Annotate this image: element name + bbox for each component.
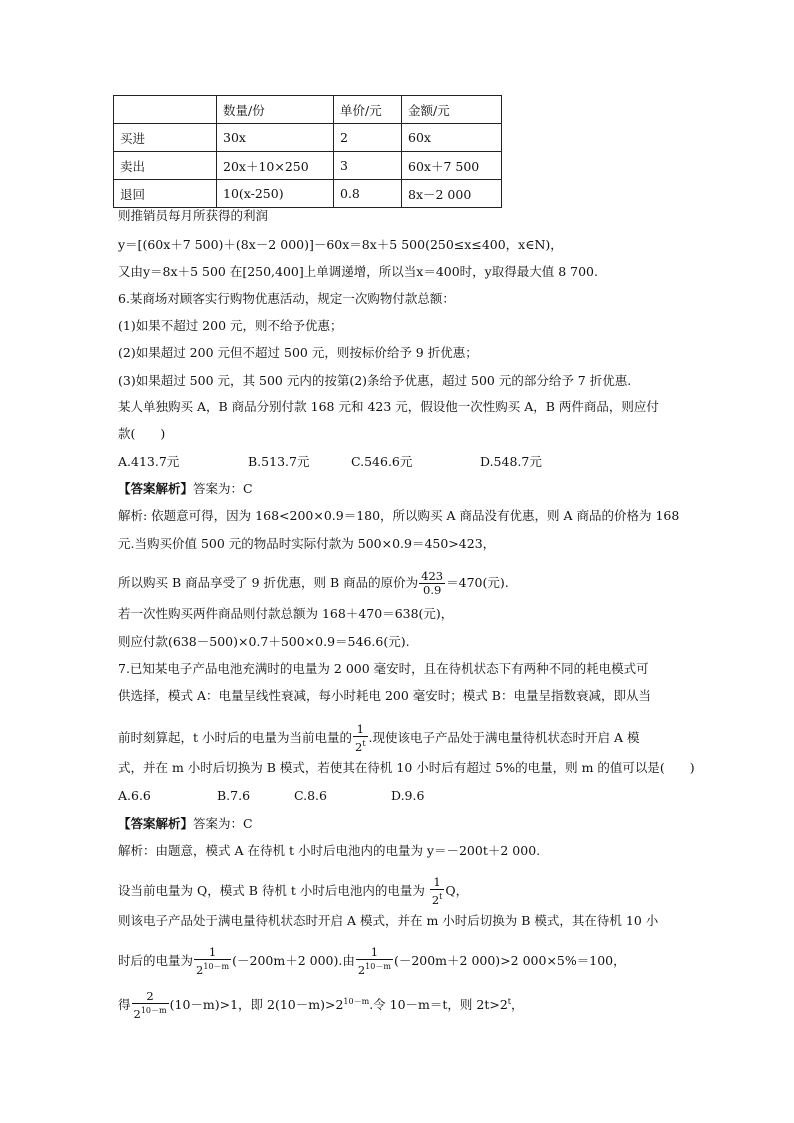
- text-line: 解析: 依题意可得，因为 168<200×0.9＝180，所以购买 A 商品没有优惠，则 A 商品的价格为 168: [118, 508, 680, 523]
- question-7-options: [118, 787, 424, 805]
- table-cell: 8x－2 000: [402, 180, 502, 208]
- denominator: [132, 1004, 169, 1021]
- option-c: C.8.6: [294, 788, 327, 803]
- text-line: 若一次性购买两件商品则付款总额为 168＋470＝638(元)，: [118, 606, 454, 621]
- text-span: 时后的电量为: [118, 952, 194, 968]
- table-cell: 数量/份: [217, 96, 334, 124]
- text-line: (2)如果超过 200 元但不超过 500 元，则按标价给予 9 折优惠；: [118, 345, 478, 360]
- text-line: 某人单独购买 A，B 商品分别付款 168 元和 423 元，假设他一次性购买 A，B 两件商品，则应付: [118, 399, 659, 414]
- option-a: A.6.6: [118, 788, 151, 803]
- table-cell: 金额/元: [402, 96, 502, 124]
- table-cell: 卖出: [114, 152, 217, 180]
- text-line: 又由y＝8x＋5 500 在[250,400]上单调递增，所以当x＝400时，y取得最大值 8 700.: [118, 264, 598, 279]
- answer-value: 答案为：C: [193, 816, 253, 831]
- option-d: D.548.7元: [480, 454, 542, 469]
- table-cell: 60x: [402, 124, 502, 152]
- denominator: [356, 960, 393, 977]
- fraction: [132, 990, 169, 1021]
- table-cell: 0.8: [334, 180, 402, 208]
- text-line: 款( ): [118, 426, 166, 441]
- denominator: [194, 960, 231, 977]
- text-span: 设当前电量为 Q，模式 B 待机 t 小时后电池内的电量为: [118, 882, 429, 898]
- table-row: [114, 124, 502, 152]
- fraction: [194, 946, 231, 977]
- text-span: (10－m)>1，即 2(10－m)>2: [169, 996, 344, 1012]
- text-span: ，: [511, 996, 524, 1012]
- text-line: [118, 946, 626, 977]
- answer-value: 答案为：C: [193, 481, 253, 496]
- exponent: 10－m: [365, 962, 391, 971]
- base: 2: [357, 962, 366, 977]
- text-span: .令 10－m＝t，则 2t>2: [369, 996, 508, 1012]
- table-cell: [114, 96, 217, 124]
- text-line: (3)如果超过 500 元，其 500 元内的按第(2)条给予优惠，超过 500 元的部分给予 7 折优惠.: [118, 373, 632, 388]
- option-b: B.513.7元: [248, 454, 310, 469]
- text-line: 解析：由题意，模式 A 在待机 t 小时后电池内的电量为 y＝－200t＋2 000.: [118, 843, 541, 858]
- numerator: 1: [356, 946, 393, 960]
- text-line: 元.当购买价值 500 元的物品时实际付款为 500×0.9＝450>423，: [118, 536, 496, 551]
- table-row: [114, 180, 502, 208]
- exponent: t: [439, 892, 443, 901]
- text-span: 所以购买 B 商品享受了 9 折优惠，则 B 商品的原价为: [118, 575, 419, 590]
- numerator: 423: [421, 569, 444, 583]
- text-line: [118, 990, 524, 1021]
- table-header-row: [114, 96, 502, 124]
- option-d: D.9.6: [391, 788, 425, 803]
- exponent: 10－m: [140, 1006, 167, 1015]
- text-line: 式，并在 m 小时后切换为 B 模式，若使其在待机 10 小时后有超过 5%的电量，则 m 的值可以是( ): [118, 760, 695, 775]
- numerator: 2: [132, 990, 169, 1004]
- table-cell: 30x: [217, 124, 334, 152]
- table-cell: 3: [334, 152, 402, 180]
- text-line: 则推销员每月所获得的利润: [118, 208, 269, 223]
- table-cell: 2: [334, 124, 402, 152]
- base: 2: [431, 892, 440, 907]
- text-line: (1)如果不超过 200 元，则不给予优惠；: [118, 318, 343, 333]
- text-span: Q，: [445, 882, 469, 898]
- exponent: t: [362, 739, 366, 748]
- option-b: B.7.6: [217, 788, 251, 803]
- profit-table: [113, 95, 502, 208]
- numerator: 1: [430, 876, 445, 890]
- question-6-stem: 6.某商场对顾客实行购物优惠活动，规定一次购物付款总额：: [118, 291, 455, 306]
- fraction: [353, 723, 368, 754]
- fraction: [356, 946, 393, 977]
- table-cell: 10(x-250): [217, 180, 334, 208]
- exponent: t: [507, 996, 512, 1006]
- denominator: 0.9: [423, 583, 442, 597]
- text-line: 供选择，模式 A：电量呈线性衰减，每小时耗电 200 毫安时；模式 B：电量呈指数衰减，即从当: [118, 688, 651, 703]
- exponent: 10－m: [343, 996, 370, 1006]
- text-line: y＝[(60x＋7 500)＋(8x－2 000)]－60x＝8x＋5 500(250≤x≤400，x∈N)，: [118, 237, 563, 252]
- text-span: 得: [118, 996, 131, 1012]
- text-line: [118, 876, 468, 907]
- answer-line: [118, 815, 253, 833]
- numerator: 1: [353, 723, 368, 737]
- base: 2: [355, 739, 363, 754]
- table-cell: 单价/元: [334, 96, 402, 124]
- text-span: 前时刻算起，t 小时后的电量为当前电量的: [118, 729, 352, 745]
- fraction: [419, 570, 445, 597]
- answer-line: [118, 480, 253, 498]
- table-cell: 买进: [114, 124, 217, 152]
- answer-label: 【答案解析】: [118, 816, 194, 831]
- text-span: ＝470(元).: [446, 575, 509, 590]
- text-line: [118, 723, 640, 754]
- question-6-options: [118, 453, 542, 471]
- option-a: A.413.7元: [118, 454, 180, 469]
- answer-label: 【答案解析】: [118, 481, 194, 496]
- base: 2: [133, 1006, 141, 1021]
- table-cell: 20x＋10×250: [217, 152, 334, 180]
- numerator: 1: [194, 946, 231, 960]
- text-span: (－200m＋2 000)>2 000×5%＝100，: [393, 952, 626, 968]
- fraction: [430, 876, 445, 907]
- table-row: [114, 152, 502, 180]
- text-span: .现使该电子产品处于满电量待机状态时开启 A 模: [368, 729, 640, 745]
- exponent: 10－m: [203, 962, 230, 971]
- question-7-stem: 7.已知某电子产品电池充满时的电量为 2 000 毫安时，且在待机状态下有两种不同的耗电模式可: [118, 661, 649, 676]
- denominator: [353, 737, 368, 754]
- base: 2: [196, 962, 204, 977]
- denominator: [430, 890, 445, 907]
- table-cell: 退回: [114, 180, 217, 208]
- option-c: C.546.6元: [351, 454, 413, 469]
- text-line: [118, 570, 509, 597]
- table-cell: 60x＋7 500: [402, 152, 502, 180]
- text-line: 则应付款(638－500)×0.7＋500×0.9＝546.6(元).: [118, 634, 410, 649]
- text-line: 则该电子产品处于满电量待机状态时开启 A 模式，并在 m 小时后切换为 B 模式，其在待机 10 小: [118, 913, 659, 928]
- text-span: (－200m＋2 000).由: [232, 952, 355, 968]
